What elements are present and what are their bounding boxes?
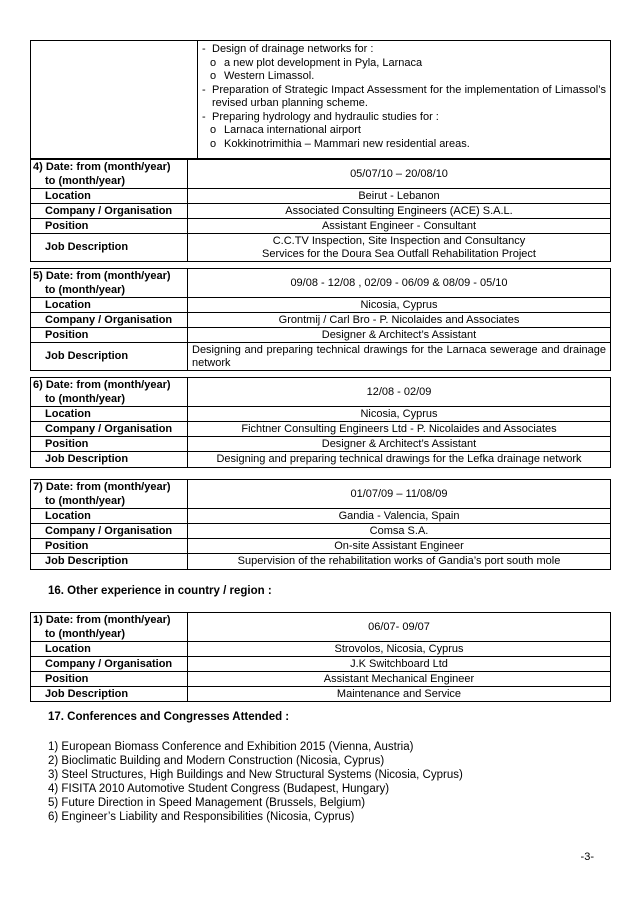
location-label: Location <box>31 298 188 313</box>
location-label: Location <box>31 189 188 204</box>
date-to-label: to (month/year) <box>31 284 188 298</box>
job-value: Supervision of the rehabilitation works of Gandia’s port south mole <box>188 554 611 570</box>
bullet-text: Design of drainage networks for : <box>212 43 374 55</box>
company-value: Grontmij / Carl Bro - P. Nicolaides and Associates <box>188 313 611 328</box>
sub-bullet-text: Larnaca international airport <box>224 124 361 136</box>
dates-value: 06/07- 09/07 <box>188 613 611 642</box>
date-to-label: to (month/year) <box>31 175 188 189</box>
job-label: Job Description <box>31 452 188 468</box>
date-from-label: 6) Date: from (month/year) <box>31 378 188 393</box>
position-value: Designer & Architect’s Assistant <box>188 328 611 343</box>
date-from-label: 5) Date: from (month/year) <box>31 269 188 284</box>
bullet-item <box>202 43 606 57</box>
job-label: Job Description <box>31 343 188 371</box>
experience-table-4 <box>30 159 611 262</box>
company-label: Company / Organisation <box>31 313 188 328</box>
location-label: Location <box>31 407 188 422</box>
description-cell <box>198 41 611 159</box>
empty-label-cell <box>31 41 198 159</box>
company-value: Associated Consulting Engineers (ACE) S.A.L. <box>188 204 611 219</box>
list-item: 3) Steel Structures, High Buildings and New Structural Systems (Nicosia, Cyprus) <box>48 769 463 781</box>
list-item: 5) Future Direction in Speed Management (Brussels, Belgium) <box>48 797 366 809</box>
company-value: Comsa S.A. <box>188 524 611 539</box>
sub-bullet <box>202 57 606 71</box>
dates-value: 09/08 - 12/08 , 02/09 - 06/09 & 08/09 - 05/10 <box>188 269 611 298</box>
bullet-text: Preparing hydrology and hydraulic studies for : <box>212 110 439 123</box>
bullet-item <box>202 111 606 125</box>
position-value: On-site Assistant Engineer <box>188 539 611 554</box>
job-value: C.C.TV Inspection, Site Inspection and Consultancy Services for the Doura Sea Outfall Rehabilitation Project <box>188 234 611 262</box>
dash: - <box>202 110 206 123</box>
company-label: Company / Organisation <box>31 524 188 539</box>
job-label: Job Description <box>31 234 188 262</box>
job-label: Job Description <box>31 687 188 702</box>
company-label: Company / Organisation <box>31 204 188 219</box>
list-item: 2) Bioclimatic Building and Modern Construction (Nicosia, Cyprus) <box>48 755 385 767</box>
job-label: Job Description <box>31 554 188 570</box>
page-number: -3- <box>580 851 594 863</box>
experience-table-5 <box>30 268 611 371</box>
sub-bullet-text: Kokkinotrimithia – Mammari new residential areas. <box>224 137 470 150</box>
bullet-text: Preparation of Strategic Impact Assessment for the implementation of Limassol’s revised urban planning scheme. <box>212 83 606 109</box>
conference-list <box>48 740 463 824</box>
sub-bullet-text: Western Limassol. <box>224 70 315 82</box>
other-experience-table-1 <box>30 612 611 702</box>
job-value: Designing and preparing technical drawings for the Larnaca sewerage and drainage network <box>188 343 611 371</box>
sub-bullet <box>202 138 606 152</box>
job-value: Maintenance and Service <box>188 687 611 702</box>
position-label: Position <box>31 437 188 452</box>
circle-bullet-icon: o <box>210 56 217 69</box>
position-label: Position <box>31 672 188 687</box>
dates-value: 01/07/09 – 11/08/09 <box>188 480 611 509</box>
date-to-label: to (month/year) <box>31 628 188 642</box>
location-value: Beirut - Lebanon <box>188 189 611 204</box>
position-value: Designer & Architect’s Assistant <box>188 437 611 452</box>
other-experience-heading: 16. Other experience in country / region : <box>48 585 272 597</box>
sub-bullet-text: a new plot development in Pyla, Larnaca <box>224 56 423 69</box>
previous-experience-continuation <box>30 40 611 159</box>
sub-bullet <box>202 124 606 138</box>
circle-bullet-icon: o <box>210 137 217 150</box>
company-label: Company / Organisation <box>31 422 188 437</box>
circle-bullet-icon: o <box>210 124 217 136</box>
dash: - <box>202 43 206 55</box>
job-value: Designing and preparing technical drawings for the Lefka drainage network <box>188 452 611 468</box>
position-value: Assistant Engineer - Consultant <box>188 219 611 234</box>
location-value: Nicosia, Cyprus <box>188 407 611 422</box>
date-to-label: to (month/year) <box>31 393 188 407</box>
date-from-label: 1) Date: from (month/year) <box>31 613 188 628</box>
location-label: Location <box>31 509 188 524</box>
position-label: Position <box>31 328 188 343</box>
dates-value: 05/07/10 – 20/08/10 <box>188 160 611 189</box>
list-item: 6) Engineer’s Liability and Responsibilities (Nicosia, Cyprus) <box>48 811 355 823</box>
company-value: J.K Switchboard Ltd <box>188 657 611 672</box>
list-item: 4) FISITA 2010 Automotive Student Congress (Budapest, Hungary) <box>48 783 390 795</box>
experience-table-7 <box>30 479 611 570</box>
list-item: 1) European Biomass Conference and Exhibition 2015 (Vienna, Austria) <box>48 741 414 753</box>
bullet-item <box>202 84 606 111</box>
dates-value: 12/08 - 02/09 <box>188 378 611 407</box>
location-value: Strovolos, Nicosia, Cyprus <box>188 642 611 657</box>
location-label: Location <box>31 642 188 657</box>
conferences-heading: 17. Conferences and Congresses Attended : <box>48 711 290 723</box>
date-from-label: 4) Date: from (month/year) <box>31 160 188 175</box>
position-label: Position <box>31 219 188 234</box>
sub-bullet <box>202 70 606 84</box>
experience-table-6 <box>30 377 611 468</box>
date-to-label: to (month/year) <box>31 495 188 509</box>
location-value: Gandia - Valencia, Spain <box>188 509 611 524</box>
position-value: Assistant Mechanical Engineer <box>188 672 611 687</box>
company-label: Company / Organisation <box>31 657 188 672</box>
circle-bullet-icon: o <box>210 70 217 82</box>
date-from-label: 7) Date: from (month/year) <box>31 480 188 495</box>
position-label: Position <box>31 539 188 554</box>
dash: - <box>202 83 206 96</box>
company-value: Fichtner Consulting Engineers Ltd - P. Nicolaides and Associates <box>188 422 611 437</box>
location-value: Nicosia, Cyprus <box>188 298 611 313</box>
